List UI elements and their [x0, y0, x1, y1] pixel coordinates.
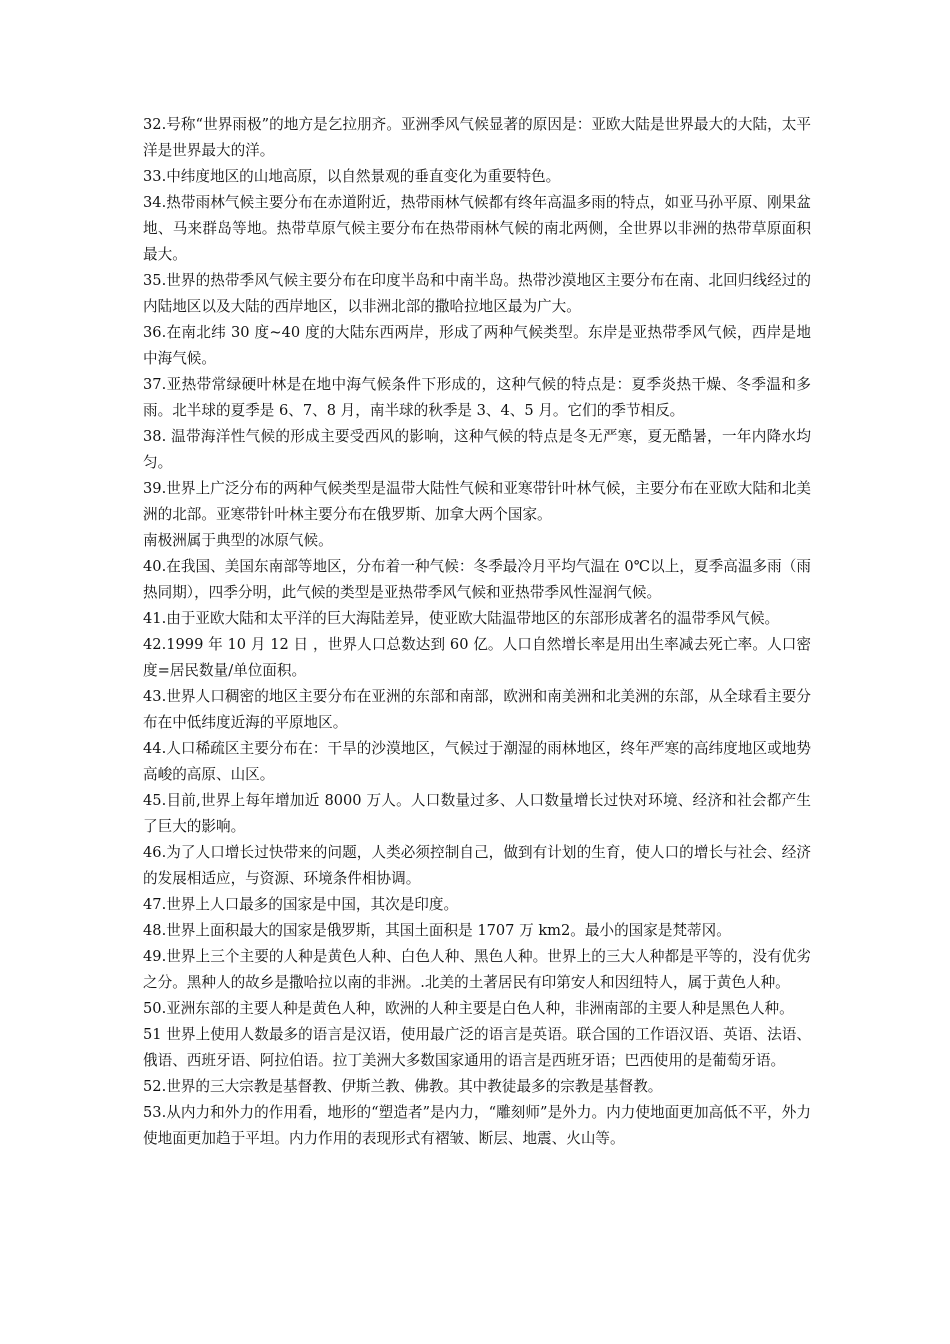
paragraph-38: 38. 温带海洋性气候的形成主要受西风的影响，这种气候的特点是冬无严寒，夏无酷暑，一年内降水均匀。	[143, 428, 811, 471]
document-body	[143, 112, 811, 1152]
paragraph-37: 37.亚热带常绿硬叶林是在地中海气候条件下形成的，这种气候的特点是：夏季炎热干燥、冬季温和多雨。北半球的夏季是 6、7、8 月，南半球的秋季是 3、4、5 月。它们的季节相反。	[143, 376, 811, 419]
paragraph-43: 43.世界人口稠密的地区主要分布在亚洲的东部和南部，欧洲和南美洲和北美洲的东部，从全球看主要分布在中低纬度近海的平原地区。	[143, 688, 811, 731]
paragraph-47: 47.世界上人口最多的国家是中国，其次是印度。	[143, 896, 459, 913]
paragraph-39: 39.世界上广泛分布的两种气候类型是温带大陆性气候和亚寒带针叶林气候，主要分布在亚欧大陆和北美洲的北部。亚寒带针叶林主要分布在俄罗斯、加拿大两个国家。	[143, 480, 811, 523]
paragraph-33: 33.中纬度地区的山地高原，以自然景观的垂直变化为重要特色。	[143, 168, 561, 185]
paragraph-48: 48.世界上面积最大的国家是俄罗斯，其国土面积是 1707 万 km2。最小的国家是梵蒂冈。	[143, 922, 731, 939]
paragraph-46: 46.为了人口增长过快带来的问题，人类必须控制自己，做到有计划的生育，使人口的增长与社会、经济的发展相适应，与资源、环境条件相协调。	[143, 844, 811, 887]
paragraph-antarctica: 南极洲属于典型的冰原气候。	[143, 532, 333, 549]
paragraph-34: 34.热带雨林气候主要分布在赤道附近，热带雨林气候都有终年高温多雨的特点，如亚马孙平原、刚果盆地、马来群岛等地。热带草原气候主要分布在热带雨林气候的南北两侧，全世界以非洲的热带草原面积最大。	[143, 194, 811, 263]
paragraph-53: 53.从内力和外力的作用看，地形的“塑造者”是内力，“雕刻师”是外力。内力使地面更加高低不平，外力使地面更加趋于平坦。内力作用的表现形式有褶皱、断层、地震、火山等。	[143, 1104, 811, 1147]
paragraph-36: 36.在南北纬 30 度~40 度的大陆东西两岸，形成了两种气候类型。东岸是亚热带季风气候，西岸是地中海气候。	[143, 324, 811, 367]
paragraph-51: 51 世界上使用人数最多的语言是汉语，使用最广泛的语言是英语。联合国的工作语汉语、英语、法语、俄语、西班牙语、阿拉伯语。拉丁美洲大多数国家通用的语言是西班牙语；巴西使用的是葡萄牙语。	[143, 1026, 811, 1069]
paragraph-42: 42.1999 年 10 月 12 日 ，世界人口总数达到 60 亿。人口自然增长率是用出生率减去死亡率。人口密度=居民数量/单位面积。	[143, 636, 811, 679]
paragraph-44: 44.人口稀疏区主要分布在：干旱的沙漠地区，气候过于潮湿的雨林地区，终年严寒的高纬度地区或地势高峻的高原、山区。	[143, 740, 811, 783]
paragraph-35: 35.世界的热带季风气候主要分布在印度半岛和中南半岛。热带沙漠地区主要分布在南、北回归线经过的内陆地区以及大陆的西岸地区，以非洲北部的撒哈拉地区最为广大。	[143, 272, 811, 315]
paragraph-45: 45.目前,世界上每年增加近 8000 万人。人口数量过多、人口数量增长过快对环境、经济和社会都产生了巨大的影响。	[143, 792, 811, 835]
paragraph-52: 52.世界的三大宗教是基督教、伊斯兰教、佛教。其中教徒最多的宗教是基督教。	[143, 1078, 663, 1095]
paragraph-41: 41.由于亚欧大陆和太平洋的巨大海陆差异，使亚欧大陆温带地区的东部形成著名的温带季风气候。	[143, 610, 780, 627]
paragraph-40: 40.在我国、美国东南部等地区，分布着一种气候：冬季最冷月平均气温在 0℃以上，夏季高温多雨（雨热同期），四季分明，此气候的类型是亚热带季风气候和亚热带季风性湿润气候。	[143, 558, 811, 601]
paragraph-49: 49.世界上三个主要的人种是黄色人种、白色人种、黑色人种。世界上的三大人种都是平等的，没有优劣之分。黑种人的故乡是撒哈拉以南的非洲。.北美的土著居民有印第安人和因纽特人，属于黄色人种。	[143, 948, 811, 991]
paragraph-32: 32.号称“世界雨极”的地方是乞拉朋齐。亚洲季风气候显著的原因是：亚欧大陆是世界最大的大陆，太平洋是世界最大的洋。	[143, 116, 811, 159]
paragraph-50: 50.亚洲东部的主要人种是黄色人种，欧洲的人种主要是白色人种，非洲南部的主要人种是黑色人种。	[143, 1000, 794, 1017]
